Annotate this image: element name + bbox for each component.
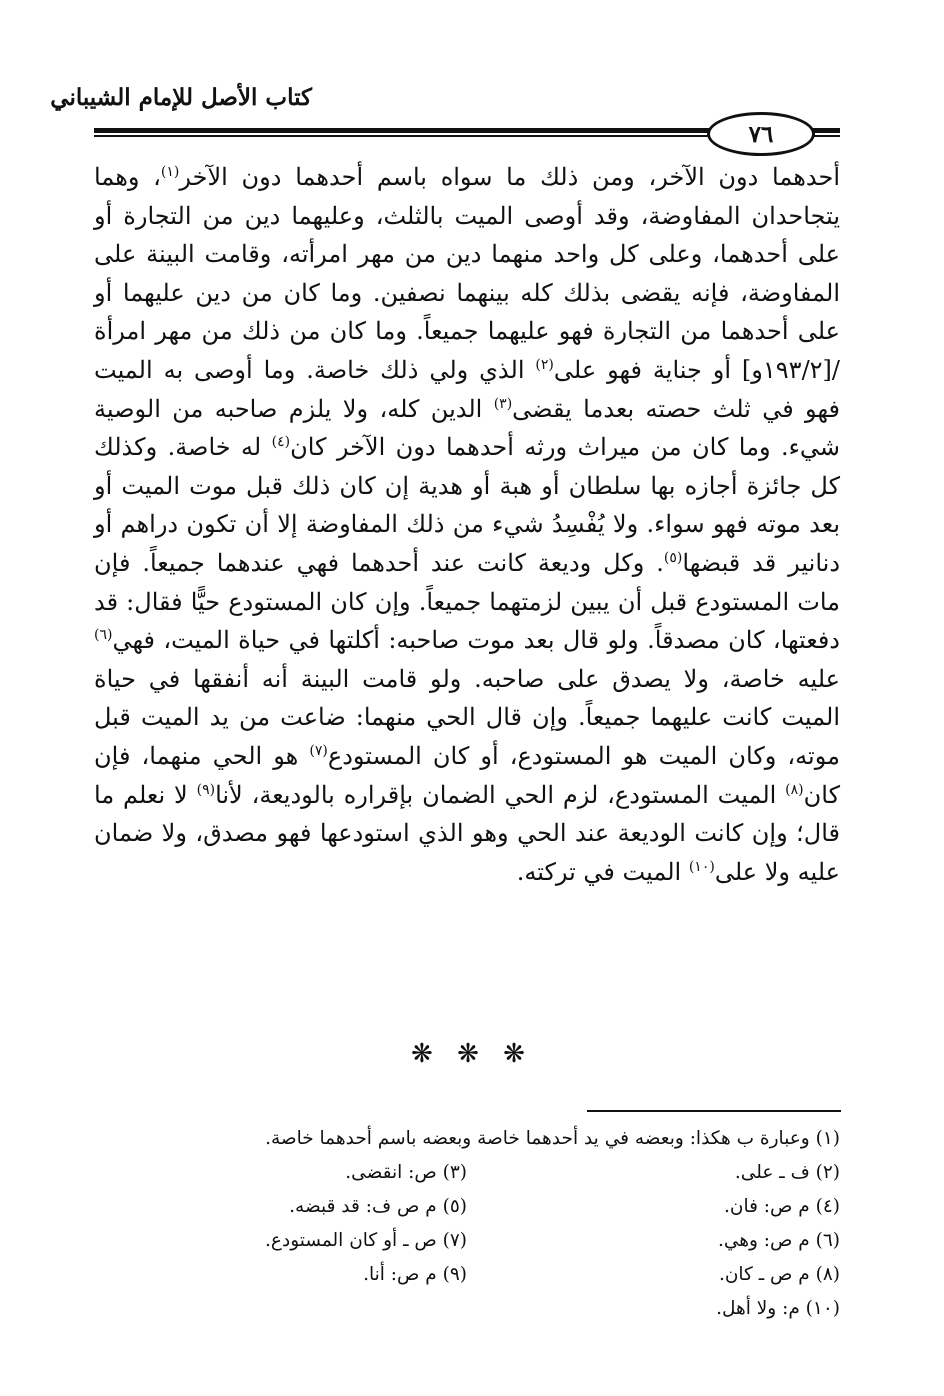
text-run: . وكل وديعة كانت عند أحدهما فهي عندهما جميعاً. فإن مات المستودع قبل أن يبين لزمتهما جميعاً. وإن كان المستودع حيًّا فقال: قد دفعتها، كان مصدقاً. ولو قال بعد موت صاحبه: أكلتها في حياة الميت، فهي (94, 548, 840, 655)
footnote-rule (587, 1110, 841, 1112)
footnote-ref-3: (٣) (493, 395, 513, 412)
footnote-1: (١) وعبارة ب هكذا: وبعضه في يد أحدهما خاصة وبعضه باسم أحدهما خاصة. (265, 1128, 840, 1149)
page-number: ٧٦ (707, 112, 815, 156)
footnote-ref-2: (٢) (535, 356, 554, 373)
footnote-10: (١٠) م: ولا أهل. (716, 1298, 840, 1319)
text-run: الميت في تركته. (516, 857, 689, 886)
footnote-9: (٩) م ص: أنا. (363, 1264, 467, 1285)
footnote-row (94, 1224, 840, 1258)
footnote-ref-5: (٥) (663, 549, 683, 566)
text-run: الدين كله، ولا يلزم صاحبه من الوصية شيء. وما كان من ميراث ورثه أحدهما دون الآخر كان (94, 394, 840, 462)
footnote-ref-8: (٨) (785, 781, 804, 798)
text-run: هو الحي منهما، فإن كان (94, 741, 840, 809)
text-run: لا نعلم ما قال؛ وإن كانت الوديعة عند الحي وهو الذي استودعها فهو مصدق، ولا ضمان عليه ولا على (94, 780, 840, 886)
footnote-row (94, 1258, 840, 1292)
footnote-ref-9: (٩) (196, 781, 216, 798)
running-header-title: كتاب الأصل للإمام الشيباني (50, 84, 312, 111)
footnote-5: (٥) م ص ف: قد قبضه. (289, 1196, 467, 1217)
main-text (94, 158, 840, 891)
footnote-row (94, 1190, 840, 1224)
footnote-row (94, 1156, 840, 1190)
text-run: عليه خاصة، ولا يصدق على صاحبه. ولو قامت البينة أنه أنفقها في حياة الميت كانت عليهما جميعاً. وإن قال الحي منهما: ضاعت من يد الميت قبل موته، وكان الميت هو المستودع، أو كان المستودع (94, 664, 840, 770)
section-separator: ❋ ❋ ❋ (411, 1039, 533, 1069)
text-run: الذي ولي ذلك خاصة. وما أوصى به الميت فهو في ثلث حصته بعدما يقضى (94, 355, 840, 423)
footnote-6: (٦) م ص: وهي. (717, 1230, 840, 1251)
footnote-ref-1: (١) (160, 164, 180, 180)
footnote-8: (٨) م ص ـ كان. (718, 1264, 840, 1285)
text-run: أحدهما دون الآخر، ومن ذلك ما سواه باسم أحدهما دون الآخر (179, 163, 841, 191)
footnote-ref-10: (١٠) (688, 858, 715, 875)
footnote-4: (٤) م ص: فان. (723, 1196, 840, 1217)
footnotes (94, 1122, 840, 1326)
text-run: له خاصة. وكذلك كل جائزة أجازه بها سلطان أو هبة أو هدية إن كان ذلك قبل موت الميت أو بعد موته فهو سواء. ولا يُفْسِدُ شيء من ذلك المفاوضة إلا أن تكون دراهم أو دنانير قد قبضها (94, 433, 841, 577)
paragraph (94, 158, 840, 891)
footnote-ref-6: (٦) (94, 627, 113, 644)
text-run: ، وهما يتجاحدان المفاوضة، وقد أوصى الميت بالثلث، وعليهما دين من التجارة أو على أحدهما، وعلى كل واحد منهما دين من مهر امرأته، وقامت البينة على المفاوضة، فإنه يقضى بذلك كله بينهما نصفين. وما كان من دين عليهما أو على أحدهما من التجارة فهو عليهما جميعاً. وما كان من ذلك من مهر امرأة /[١٩٣/٢و] أو جناية فهو على (94, 163, 840, 384)
footnote-2: (٢) ف ـ على. (734, 1162, 840, 1183)
footnote-ref-7: (٧) (309, 742, 328, 759)
footnote-7: (٧) ص ـ أو كان المستودع. (265, 1230, 467, 1251)
footnote-3: (٣) ص: انقضى. (345, 1162, 467, 1183)
footnote-ref-4: (٤) (271, 434, 291, 451)
text-run: الميت المستودع، لزم الحي الضمان بإقراره بالوديعة، لأنا (215, 780, 786, 809)
